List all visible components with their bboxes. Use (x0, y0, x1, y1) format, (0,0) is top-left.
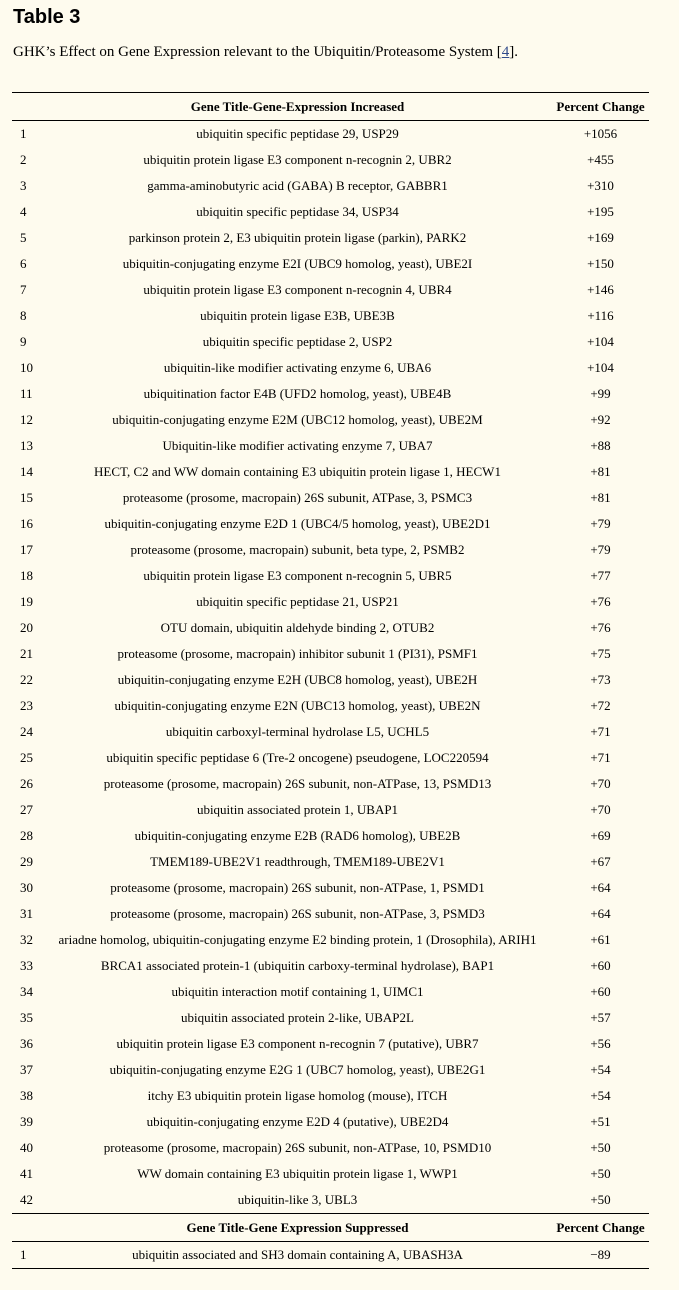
row-number: 18 (20, 568, 33, 583)
percent-change: +54 (590, 1062, 611, 1077)
row-number: 1 (20, 126, 27, 141)
row-number: 22 (20, 672, 33, 687)
row-number: 36 (20, 1036, 33, 1051)
percent-change: +50 (590, 1140, 611, 1155)
gene-title: ubiquitin protein ligase E3 component n-recognin 5, UBR5 (143, 568, 452, 583)
percent-change: +104 (587, 334, 614, 349)
suppressed-header-title: Gene Title-Gene Expression Suppressed (43, 1214, 552, 1242)
percent-change: −89 (552, 1242, 649, 1269)
table-row (12, 563, 649, 589)
percent-change: +310 (587, 178, 614, 193)
table-row (12, 979, 649, 1005)
gene-title: parkinson protein 2, E3 ubiquitin protein ligase (parkin), PARK2 (128, 230, 467, 245)
table-row (12, 1242, 649, 1269)
table-row (12, 797, 649, 823)
row-number: 26 (20, 776, 33, 791)
percent-change: +79 (590, 542, 611, 557)
gene-title: ubiquitination factor E4B (UFD2 homolog, yeast), UBE4B (143, 386, 452, 401)
table-row (12, 875, 649, 901)
percent-change: +64 (590, 880, 611, 895)
row-number: 34 (20, 984, 33, 999)
table-row (12, 1031, 649, 1057)
table-row (12, 719, 649, 745)
suppressed-header-pct: Percent Change (552, 1214, 649, 1242)
table-row (12, 147, 649, 173)
gene-title: ubiquitin specific peptidase 2, USP2 (202, 334, 393, 349)
caption-text: GHK’s Effect on Gene Expression relevant to the Ubiquitin/Proteasome System [ (13, 44, 502, 60)
table-row (12, 1135, 649, 1161)
gene-title: OTU domain, ubiquitin aldehyde binding 2, OTUB2 (160, 620, 435, 635)
row-number: 30 (20, 880, 33, 895)
percent-change: +75 (590, 646, 611, 661)
row-number: 4 (20, 204, 27, 219)
row-number: 23 (20, 698, 33, 713)
row-number: 28 (20, 828, 33, 843)
gene-title: proteasome (prosome, macropain) 26S subunit, non-ATPase, 13, PSMD13 (103, 776, 492, 791)
percent-change: +60 (590, 984, 611, 999)
gene-title: ubiquitin associated protein 2-like, UBAP2L (181, 1010, 414, 1025)
percent-change: +73 (590, 672, 611, 687)
row-number: 8 (20, 308, 27, 323)
gene-title: TMEM189-UBE2V1 readthrough, TMEM189-UBE2V1 (150, 854, 445, 869)
table-row (12, 1057, 649, 1083)
percent-change: +169 (587, 230, 614, 245)
table-row (12, 641, 649, 667)
gene-title: ubiquitin specific peptidase 21, USP21 (196, 594, 399, 609)
percent-change: +50 (552, 1187, 649, 1214)
row-number: 9 (20, 334, 27, 349)
table-row (12, 407, 649, 433)
gene-title: ubiquitin-conjugating enzyme E2D 1 (UBC4/5 homolog, yeast), UBE2D1 (104, 516, 491, 531)
caption-suffix: ]. (509, 44, 519, 60)
percent-change: +61 (590, 932, 611, 947)
percent-change: +57 (590, 1010, 611, 1025)
table-row (12, 589, 649, 615)
table-row (12, 433, 649, 459)
table-row (12, 251, 649, 277)
gene-title: ubiquitin-conjugating enzyme E2N (UBC13 homolog, yeast), UBE2N (114, 698, 481, 713)
gene-title: ubiquitin-conjugating enzyme E2B (RAD6 homolog), UBE2B (134, 828, 461, 843)
table-row (12, 199, 649, 225)
percent-change: +60 (590, 958, 611, 973)
gene-title: ubiquitin-conjugating enzyme E2G 1 (UBC7 homolog, yeast), UBE2G1 (109, 1062, 486, 1077)
percent-change: +70 (590, 802, 611, 817)
gene-title: ubiquitin-like 3, UBL3 (43, 1187, 552, 1214)
table-row (12, 953, 649, 979)
table-row (12, 901, 649, 927)
row-number: 21 (20, 646, 33, 661)
percent-change: +69 (590, 828, 611, 843)
gene-title: ubiquitin specific peptidase 6 (Tre-2 oncogene) pseudogene, LOC220594 (106, 750, 489, 765)
row-number: 1 (12, 1242, 43, 1269)
table-row (12, 303, 649, 329)
row-number: 3 (20, 178, 27, 193)
percent-change: +54 (590, 1088, 611, 1103)
percent-change: +81 (590, 490, 611, 505)
row-number: 10 (20, 360, 33, 375)
gene-title: ubiquitin associated and SH3 domain containing A, UBASH3A (43, 1242, 552, 1269)
percent-change: +76 (590, 594, 611, 609)
gene-title: Ubiquitin-like modifier activating enzyme 7, UBA7 (162, 438, 433, 453)
row-number: 41 (20, 1166, 33, 1181)
increased-header-row (12, 93, 649, 121)
percent-change: +71 (590, 750, 611, 765)
percent-change: +51 (590, 1114, 611, 1129)
percent-change: +77 (590, 568, 611, 583)
percent-change: +72 (590, 698, 611, 713)
gene-title: ubiquitin protein ligase E3 component n-recognin 7 (putative), UBR7 (116, 1036, 479, 1051)
table-row (12, 537, 649, 563)
gene-title: ubiquitin specific peptidase 29, USP29 (196, 126, 399, 141)
gene-title: ubiquitin protein ligase E3 component n-recognin 2, UBR2 (143, 152, 452, 167)
gene-title: ubiquitin protein ligase E3 component n-recognin 4, UBR4 (143, 282, 452, 297)
gene-title: proteasome (prosome, macropain) 26S subunit, ATPase, 3, PSMC3 (122, 490, 473, 505)
percent-change: +70 (590, 776, 611, 791)
table-row (12, 771, 649, 797)
table-row (12, 1161, 649, 1187)
gene-title: ubiquitin-like modifier activating enzyme 6, UBA6 (163, 360, 432, 375)
gene-title: ubiquitin-conjugating enzyme E2I (UBC9 homolog, yeast), UBE2I (122, 256, 473, 271)
percent-change: +104 (587, 360, 614, 375)
row-number: 14 (20, 464, 33, 479)
table-row (12, 1109, 649, 1135)
row-number: 5 (20, 230, 27, 245)
row-number: 11 (20, 386, 33, 401)
table-row (12, 225, 649, 251)
gene-expression-table (12, 92, 649, 1269)
gene-title: itchy E3 ubiquitin protein ligase homolog (mouse), ITCH (147, 1088, 448, 1103)
row-number: 35 (20, 1010, 33, 1025)
row-number: 38 (20, 1088, 33, 1103)
row-number: 27 (20, 802, 33, 817)
gene-title: ubiquitin-conjugating enzyme E2D 4 (putative), UBE2D4 (146, 1114, 449, 1129)
suppressed-header-row (12, 1214, 649, 1242)
gene-title: proteasome (prosome, macropain) 26S subunit, non-ATPase, 10, PSMD10 (103, 1140, 492, 1155)
increased-header-pct: Percent Change (552, 93, 649, 121)
row-number: 7 (20, 282, 27, 297)
gene-title: ubiquitin interaction motif containing 1, UIMC1 (171, 984, 424, 999)
table-row (12, 173, 649, 199)
gene-title: ubiquitin-conjugating enzyme E2M (UBC12 homolog, yeast), UBE2M (112, 412, 483, 427)
increased-rows (12, 121, 649, 1214)
table-row (12, 1187, 649, 1214)
table-row (12, 693, 649, 719)
gene-title: proteasome (prosome, macropain) 26S subunit, non-ATPase, 1, PSMD1 (110, 880, 485, 895)
row-number: 12 (20, 412, 33, 427)
table-row (12, 927, 649, 953)
gene-title: ubiquitin specific peptidase 34, USP34 (196, 204, 399, 219)
row-number: 33 (20, 958, 33, 973)
suppressed-section (12, 1214, 649, 1242)
percent-change: +92 (590, 412, 611, 427)
table-row (12, 121, 649, 148)
gene-title: ubiquitin-conjugating enzyme E2H (UBC8 homolog, yeast), UBE2H (117, 672, 478, 687)
row-number: 42 (12, 1187, 43, 1214)
row-number: 15 (20, 490, 33, 505)
percent-change: +116 (587, 308, 614, 323)
increased-header-num (12, 93, 43, 121)
gene-title: ubiquitin carboxyl-terminal hydrolase L5, UCHL5 (165, 724, 430, 739)
percent-change: +67 (590, 854, 611, 869)
percent-change: +150 (587, 256, 614, 271)
percent-change: +195 (587, 204, 614, 219)
table-row (12, 667, 649, 693)
row-number: 40 (20, 1140, 33, 1155)
gene-title: proteasome (prosome, macropain) inhibitor subunit 1 (PI31), PSMF1 (117, 646, 478, 661)
table-row (12, 485, 649, 511)
table-row (12, 329, 649, 355)
table-row (12, 511, 649, 537)
percent-change: +71 (590, 724, 611, 739)
percent-change: +56 (590, 1036, 611, 1051)
percent-change: +88 (590, 438, 611, 453)
percent-change: +79 (590, 516, 611, 531)
percent-change: +50 (590, 1166, 611, 1181)
row-number: 17 (20, 542, 33, 557)
row-number: 13 (20, 438, 33, 453)
gene-title: gamma-aminobutyric acid (GABA) B receptor, GABBR1 (147, 178, 448, 193)
row-number: 6 (20, 256, 27, 271)
increased-header-title: Gene Title-Gene-Expression Increased (43, 93, 552, 121)
row-number: 19 (20, 594, 33, 609)
table-row (12, 355, 649, 381)
row-number: 29 (20, 854, 33, 869)
table-row (12, 823, 649, 849)
gene-title: proteasome (prosome, macropain) 26S subunit, non-ATPase, 3, PSMD3 (110, 906, 485, 921)
percent-change: +81 (590, 464, 611, 479)
table-row (12, 459, 649, 485)
row-number: 16 (20, 516, 33, 531)
row-number: 31 (20, 906, 33, 921)
table-label: Table 3 (13, 6, 81, 28)
gene-title: ubiquitin protein ligase E3B, UBE3B (200, 308, 395, 323)
table-caption (13, 41, 518, 63)
table-row (12, 615, 649, 641)
gene-title: proteasome (prosome, macropain) subunit, beta type, 2, PSMB2 (130, 542, 465, 557)
row-number: 39 (20, 1114, 33, 1129)
gene-title: ariadne homolog, ubiquitin-conjugating enzyme E2 binding protein, 1 (Drosophila), ARIH1 (58, 932, 537, 947)
suppressed-rows (12, 1242, 649, 1269)
gene-title: WW domain containing E3 ubiquitin protein ligase 1, WWP1 (137, 1166, 458, 1181)
table-row (12, 277, 649, 303)
percent-change: +1056 (583, 126, 618, 141)
percent-change: +64 (590, 906, 611, 921)
row-number: 24 (20, 724, 33, 739)
reference-link[interactable]: 4 (501, 44, 510, 60)
percent-change: +146 (587, 282, 614, 297)
percent-change: +76 (590, 620, 611, 635)
gene-title: HECT, C2 and WW domain containing E3 ubiquitin protein ligase 1, HECW1 (94, 464, 501, 479)
gene-title: ubiquitin associated protein 1, UBAP1 (196, 802, 399, 817)
row-number: 25 (20, 750, 33, 765)
row-number: 2 (20, 152, 27, 167)
percent-change: +99 (590, 386, 611, 401)
percent-change: +455 (587, 152, 614, 167)
table-row (12, 381, 649, 407)
row-number: 32 (20, 932, 33, 947)
table-row (12, 1083, 649, 1109)
table-row (12, 1005, 649, 1031)
table-row (12, 745, 649, 771)
gene-title: BRCA1 associated protein-1 (ubiquitin carboxy-terminal hydrolase), BAP1 (100, 958, 495, 973)
row-number: 37 (20, 1062, 33, 1077)
suppressed-header-num (12, 1214, 43, 1242)
table-row (12, 849, 649, 875)
row-number: 20 (20, 620, 33, 635)
